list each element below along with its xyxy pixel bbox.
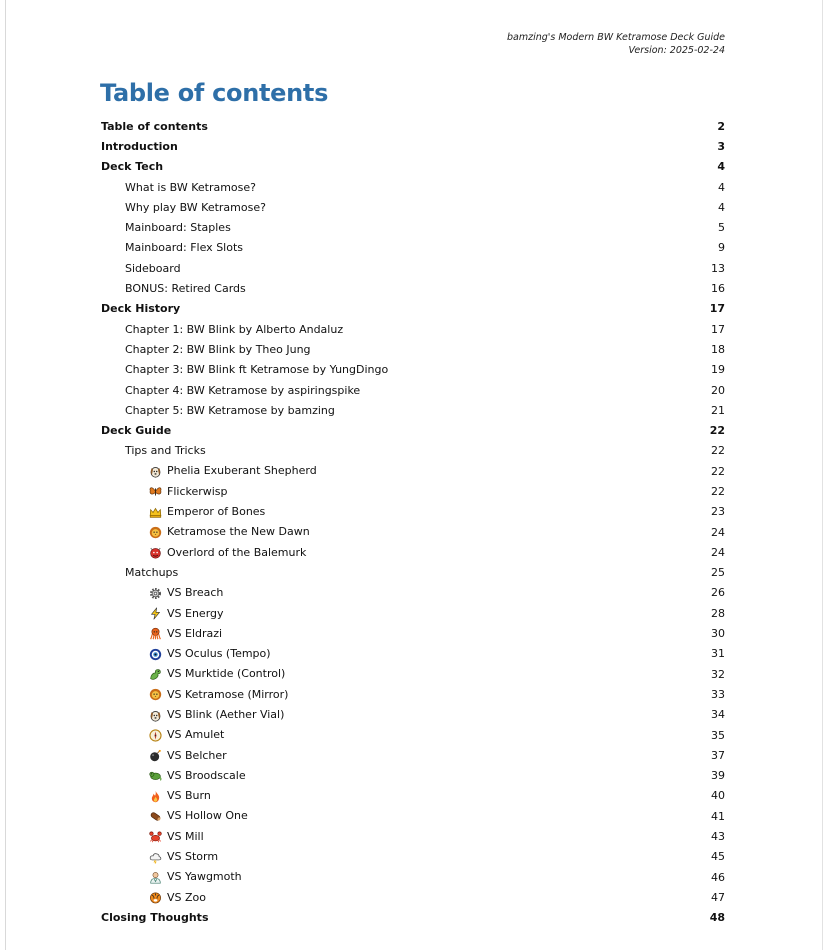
toc-entry[interactable] — [101, 908, 725, 928]
toc-entry[interactable] — [101, 502, 725, 522]
toc-entry-label — [125, 241, 695, 254]
toc-entry-text: Mainboard: Staples — [125, 221, 231, 235]
page-title: Table of contents — [100, 79, 329, 107]
toc-page-number: 22 — [711, 444, 725, 458]
toc-page-number: 4 — [718, 200, 725, 214]
page-edge-left — [5, 0, 6, 950]
toc-page-number: 45 — [711, 850, 725, 864]
toc-entry-label — [125, 343, 695, 356]
toc-entry-label — [125, 181, 695, 194]
toc-entry-text: VS Ketramose (Mirror) — [167, 687, 289, 701]
toc-entry-label — [125, 566, 695, 579]
toc-page-number: 26 — [711, 586, 725, 600]
toc-entry[interactable] — [101, 360, 725, 380]
toc-page-number: 31 — [711, 647, 725, 661]
toc-entry-label — [149, 749, 695, 763]
toc-page-number: 9 — [718, 241, 725, 255]
toc-entry-label — [149, 525, 695, 539]
toc-entry-text: VS Burn — [167, 789, 211, 803]
toc-entry-label — [101, 302, 695, 315]
toc-entry-text: Why play BW Ketramose? — [125, 200, 266, 214]
compass-icon — [149, 729, 162, 742]
toc-page-number: 34 — [711, 708, 725, 722]
toc-entry-text: Flickerwisp — [167, 484, 228, 498]
doctor-icon — [149, 871, 162, 884]
toc-entry-label — [149, 586, 695, 600]
toc-page-number: 13 — [711, 261, 725, 275]
toc-entry[interactable] — [101, 603, 725, 623]
toc-entry[interactable] — [101, 826, 725, 846]
toc-entry-text: VS Belcher — [167, 748, 227, 762]
toc-entry-label — [149, 809, 695, 823]
toc-page-number: 47 — [711, 890, 725, 904]
butterfly-icon — [149, 485, 162, 498]
toc-entry-label — [125, 282, 695, 295]
toc-entry[interactable] — [101, 238, 725, 258]
toc-entry-label — [125, 201, 695, 214]
toc-page-number: 23 — [711, 505, 725, 519]
toc-entry[interactable] — [101, 116, 725, 136]
toc-entry-text: VS Eldrazi — [167, 626, 223, 640]
toc-entry[interactable] — [101, 887, 725, 907]
toc-page-number: 32 — [711, 667, 725, 681]
toc-entry[interactable] — [101, 786, 725, 806]
eye-amulet-icon — [149, 648, 162, 661]
tiger-icon — [149, 891, 162, 904]
toc-entry-text: Matchups — [125, 566, 179, 580]
toc-entry-label — [149, 627, 695, 641]
toc-page-number: 21 — [711, 403, 725, 417]
lion-icon — [149, 526, 162, 539]
toc-entry-label — [149, 728, 695, 742]
toc-entry[interactable] — [101, 380, 725, 400]
toc-page-number: 48 — [709, 911, 725, 925]
lizard-icon — [149, 769, 162, 782]
toc-page-number: 18 — [711, 342, 725, 356]
toc-entry[interactable] — [101, 177, 725, 197]
toc-entry-label — [149, 708, 695, 722]
toc-entry-text: Overlord of the Balemurk — [167, 545, 307, 559]
toc-entry-label — [125, 444, 695, 457]
toc-entry[interactable] — [101, 481, 725, 501]
toc-entry-label — [149, 891, 695, 905]
crown-icon — [149, 506, 162, 519]
toc-entry[interactable] — [101, 400, 725, 420]
toc-entry[interactable] — [101, 420, 725, 440]
toc-entry[interactable] — [101, 745, 725, 765]
toc-entry-text: VS Hollow One — [167, 809, 248, 823]
toc-page-number: 4 — [718, 180, 725, 194]
toc-page-number: 37 — [711, 748, 725, 762]
toc-entry-text: Table of contents — [101, 119, 208, 133]
toc-entry[interactable] — [101, 299, 725, 319]
toc-entry-text: VS Mill — [167, 829, 204, 843]
toc-page-number: 22 — [711, 464, 725, 478]
toc-entry-label — [125, 221, 695, 234]
toc-entry[interactable] — [101, 522, 725, 542]
toc-entry[interactable] — [101, 766, 725, 786]
dog-icon — [149, 465, 162, 478]
toc-entry[interactable] — [101, 664, 725, 684]
toc-page-number: 3 — [717, 139, 725, 153]
toc-entry[interactable] — [101, 806, 725, 826]
toc-entry[interactable] — [101, 563, 725, 583]
toc-entry-text: Chapter 4: BW Ketramose by aspiringspike — [125, 383, 361, 397]
toc-entry-label — [149, 830, 695, 844]
toc-entry-text: Chapter 5: BW Ketramose by bamzing — [125, 403, 335, 417]
toc-entry-text: VS Storm — [167, 850, 219, 864]
toc-page-number: 25 — [711, 566, 725, 580]
toc-entry-label — [101, 911, 695, 924]
squid-icon — [149, 627, 162, 640]
toc-entry-label — [149, 850, 695, 864]
toc-page-number: 24 — [711, 525, 725, 539]
toc-entry[interactable] — [101, 644, 725, 664]
header-version: Version: 2025-02-24 — [628, 45, 725, 56]
toc-entry-label — [149, 607, 695, 621]
toc-entry-label — [125, 363, 695, 376]
toc-entry[interactable] — [101, 217, 725, 237]
toc-entry-text: Mainboard: Flex Slots — [125, 241, 244, 255]
toc-entry[interactable] — [101, 461, 725, 481]
toc-page-number: 28 — [711, 606, 725, 620]
toc-entry-label — [149, 667, 695, 681]
toc-entry[interactable] — [101, 258, 725, 278]
toc-page-number: 17 — [711, 322, 725, 336]
toc-entry-text: What is BW Ketramose? — [125, 180, 257, 194]
toc-entry-text: Ketramose the New Dawn — [167, 525, 310, 539]
toc-page-number: 24 — [711, 545, 725, 559]
bomb-icon — [149, 749, 162, 762]
table-of-contents — [101, 116, 725, 928]
toc-entry-label — [149, 688, 695, 702]
running-header — [507, 31, 725, 57]
toc-page-number: 46 — [711, 870, 725, 884]
toc-entry-text: VS Broodscale — [167, 768, 246, 782]
toc-entry-text: VS Amulet — [167, 728, 225, 742]
toc-entry[interactable] — [101, 197, 725, 217]
toc-page-number: 41 — [711, 809, 725, 823]
toc-entry-label — [125, 404, 695, 417]
toc-page-number: 40 — [711, 789, 725, 803]
gear-icon — [149, 587, 162, 600]
toc-page-number: 17 — [709, 302, 725, 316]
toc-entry-text: Introduction — [101, 139, 178, 153]
toc-entry-text: Sideboard — [125, 261, 181, 275]
toc-page-number: 22 — [711, 484, 725, 498]
log-icon — [149, 810, 162, 823]
toc-entry-text: Chapter 1: BW Blink by Alberto Andaluz — [125, 322, 344, 336]
toc-entry[interactable] — [101, 847, 725, 867]
toc-entry-label — [149, 647, 695, 661]
toc-entry[interactable] — [101, 542, 725, 562]
toc-entry-label — [101, 140, 695, 153]
toc-entry-text: Chapter 2: BW Blink by Theo Jung — [125, 342, 311, 356]
lightning-icon — [149, 607, 162, 620]
header-doc-title: bamzing's Modern BW Ketramose Deck Guide — [507, 32, 725, 43]
toc-page-number: 39 — [711, 769, 725, 783]
toc-entry-label — [149, 769, 695, 783]
toc-entry-label — [149, 546, 695, 560]
toc-entry-label — [125, 384, 695, 397]
toc-entry-text: Deck Tech — [101, 160, 164, 174]
toc-entry-text: Chapter 3: BW Blink ft Ketramose by YungDingo — [125, 363, 389, 377]
toc-entry-text: Phelia Exuberant Shepherd — [167, 464, 317, 478]
toc-entry-text: VS Breach — [167, 586, 224, 600]
toc-page-number: 33 — [711, 687, 725, 701]
toc-page-number: 35 — [711, 728, 725, 742]
toc-entry-text: Deck Guide — [101, 424, 172, 438]
toc-entry[interactable] — [101, 867, 725, 887]
toc-entry-text: VS Yawgmoth — [167, 870, 242, 884]
toc-entry[interactable] — [101, 157, 725, 177]
toc-entry-label — [101, 424, 695, 437]
toc-page-number: 16 — [711, 282, 725, 296]
toc-entry-label — [125, 323, 695, 336]
toc-page-number: 19 — [711, 363, 725, 377]
toc-entry[interactable] — [101, 583, 725, 603]
fire-icon — [149, 790, 162, 803]
toc-entry-label — [149, 789, 695, 803]
toc-entry-label — [149, 485, 695, 499]
toc-page-number: 20 — [711, 383, 725, 397]
toc-entry[interactable] — [101, 623, 725, 643]
ogre-icon — [149, 546, 162, 559]
toc-entry[interactable] — [101, 136, 725, 156]
toc-entry-label — [101, 120, 695, 133]
toc-page-number: 4 — [717, 160, 725, 174]
toc-entry-label — [125, 262, 695, 275]
toc-entry-text: Closing Thoughts — [101, 911, 209, 925]
toc-entry-label — [149, 505, 695, 519]
toc-entry-label — [149, 464, 695, 478]
crab-icon — [149, 830, 162, 843]
toc-page-number: 5 — [718, 221, 725, 235]
toc-entry-label — [149, 870, 695, 884]
dog-icon — [149, 709, 162, 722]
toc-page-number: 2 — [717, 119, 725, 133]
page-edge-right — [822, 0, 823, 950]
toc-page-number: 30 — [711, 627, 725, 641]
toc-entry[interactable] — [101, 278, 725, 298]
toc-entry[interactable] — [101, 684, 725, 704]
toc-entry-text: VS Murktide (Control) — [167, 667, 286, 681]
toc-entry-text: VS Blink (Aether Vial) — [167, 708, 285, 721]
toc-entry-label — [101, 160, 695, 173]
toc-entry-text: Tips and Tricks — [125, 444, 206, 458]
toc-entry[interactable] — [101, 725, 725, 745]
cloud-icon — [149, 851, 162, 864]
toc-page-number: 43 — [711, 830, 725, 844]
toc-entry[interactable] — [101, 339, 725, 359]
toc-entry-text: VS Oculus (Tempo) — [167, 647, 271, 661]
toc-entry-text: BONUS: Retired Cards — [125, 282, 246, 296]
toc-entry[interactable] — [101, 705, 725, 725]
toc-entry[interactable] — [101, 319, 725, 339]
toc-entry-text: Emperor of Bones — [167, 505, 266, 519]
toc-entry[interactable] — [101, 441, 725, 461]
toc-page-number: 22 — [709, 424, 725, 438]
toc-entry-text: VS Energy — [167, 606, 224, 620]
toc-entry-text: Deck History — [101, 302, 181, 316]
toc-entry-text: VS Zoo — [167, 890, 206, 904]
lion-icon — [149, 688, 162, 701]
dragon-icon — [149, 668, 162, 681]
